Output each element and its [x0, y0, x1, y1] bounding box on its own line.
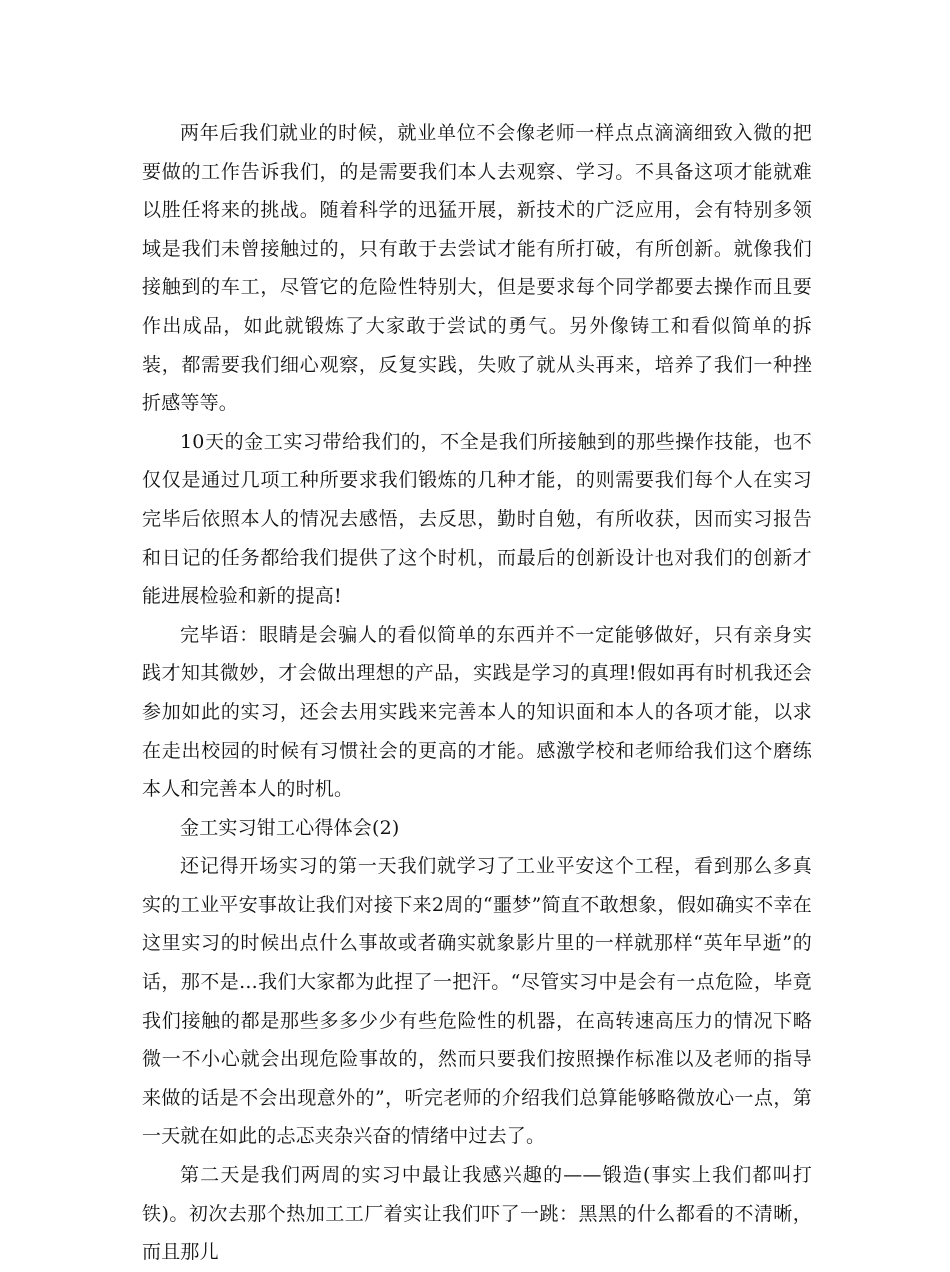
section-heading: 金工实习钳工心得体会(2) — [180, 816, 400, 839]
paragraph-second-day: 第二天是我们两周的实习中最让我感兴趣的——锻造(事实上我们都叫打铁)。初次去那个热加工工厂着实让我们吓了一跳：黑黑的什么都看的不清晰，而且那儿 — [142, 1164, 812, 1264]
document-page — [142, 114, 812, 1272]
paragraph-ten-days: 10天的金工实习带给我们的，不全是我们所接触到的那些操作技能，也不仅仅是通过几项工种所要求我们锻炼的几种才能，的则需要我们每个人在实习完毕后依照本人的情况去感悟，去反思，勤时自勉，有所收获，因而实习报告和日记的任务都给我们提供了这个时机，而最后的创新设计也对我们的创新才能进展检验和新的提高! — [142, 430, 812, 608]
paragraph-first-day: 还记得开场实习的第一天我们就学习了工业平安这个工程，看到那么多真实的工业平安事故让我们对接下来2周的“噩梦”简直不敢想象，假如确实不幸在这里实习的时候出点什么事故或者确实就象影片里的一样就那样“英年早逝”的话，那不是...我们大家都为此捏了一把汗。“尽管实习中是会有一点危险，毕竟我们接触的都是那些多多少少有些危险性的机器，在高转速高压力的情况下略微一不小心就会出现危险事故的，然而只要我们按照操作标准以及老师的指导来做的话是不会出现意外的”，听完老师的介绍我们总算能够略微放心一点，第一天就在如此的忐忑夹杂兴奋的情绪中过去了。 — [142, 855, 812, 1148]
paragraph-conclusion: 完毕语：眼睛是会骗人的看似简单的东西并不一定能够做好，只有亲身实践才知其微妙，才会做出理想的产品，实践是学习的真理!假如再有时机我还会参加如此的实习，还会去用实践来完善本人的知识面和本人的各项才能，以求在走出校园的时候有习惯社会的更高的才能。感激学校和老师给我们这个磨练本人和完善本人的时机。 — [142, 623, 812, 801]
paragraph-employment: 两年后我们就业的时候，就业单位不会像老师一样点点滴滴细致入微的把要做的工作告诉我们，的是需要我们本人去观察、学习。不具备这项才能就难以胜任将来的挑战。随着科学的迅猛开展，新技术的广泛应用，会有特别多领域是我们未曾接触过的，只有敢于去尝试才能有所打破，有所创新。就像我们接触到的车工，尽管它的危险性特别大，但是要求每个同学都要去操作而且要作出成品，如此就锻炼了大家敢于尝试的勇气。另外像铸工和看似简单的拆装，都需要我们细心观察，反复实践，失败了就从头再来，培养了我们一种挫折感等等。 — [142, 122, 812, 415]
